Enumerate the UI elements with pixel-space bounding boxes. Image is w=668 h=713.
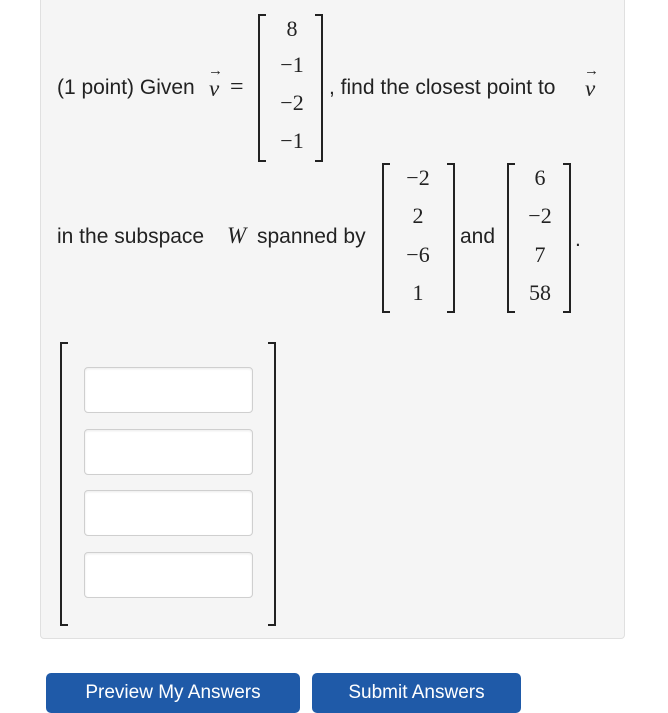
w1-entry: 1 <box>412 280 424 305</box>
answer-input-4[interactable] <box>84 552 253 598</box>
w2-entry: −2 <box>528 203 552 228</box>
w1-entry: 2 <box>412 203 424 228</box>
v-entry: −2 <box>280 90 304 115</box>
w2-entry: 6 <box>534 165 546 190</box>
v-entry: −1 <box>280 128 304 153</box>
w2-entry: 58 <box>529 280 551 305</box>
w1-right-bracket <box>447 163 455 313</box>
answer-right-bracket <box>268 342 276 626</box>
answer-input-2[interactable] <box>84 429 253 475</box>
preview-answers-button[interactable]: Preview My Answers <box>46 673 300 713</box>
w1-entry: −2 <box>406 165 430 190</box>
subspace-symbol-w: W <box>227 223 247 248</box>
submit-answers-button[interactable]: Submit Answers <box>312 673 521 713</box>
answer-input-3[interactable] <box>84 490 253 536</box>
subspace-text: in the subspace <box>57 225 205 248</box>
find-text: , find the closest point to <box>329 76 556 99</box>
w1-entry: −6 <box>406 242 430 267</box>
vector-v-symbol: → v <box>584 63 599 101</box>
spanned-text: spanned by <box>257 225 366 248</box>
answer-left-bracket <box>60 342 68 626</box>
answer-input-1[interactable] <box>84 367 253 413</box>
w2-entry: 7 <box>534 242 546 267</box>
equals-sign: = <box>230 74 244 100</box>
vector-v-symbol: → v <box>208 63 223 101</box>
and-text: and <box>460 225 496 248</box>
period: . <box>575 228 581 251</box>
intro-text: (1 point) Given <box>57 76 195 99</box>
v-entry: 8 <box>286 16 298 41</box>
v-entry: −1 <box>280 52 304 77</box>
